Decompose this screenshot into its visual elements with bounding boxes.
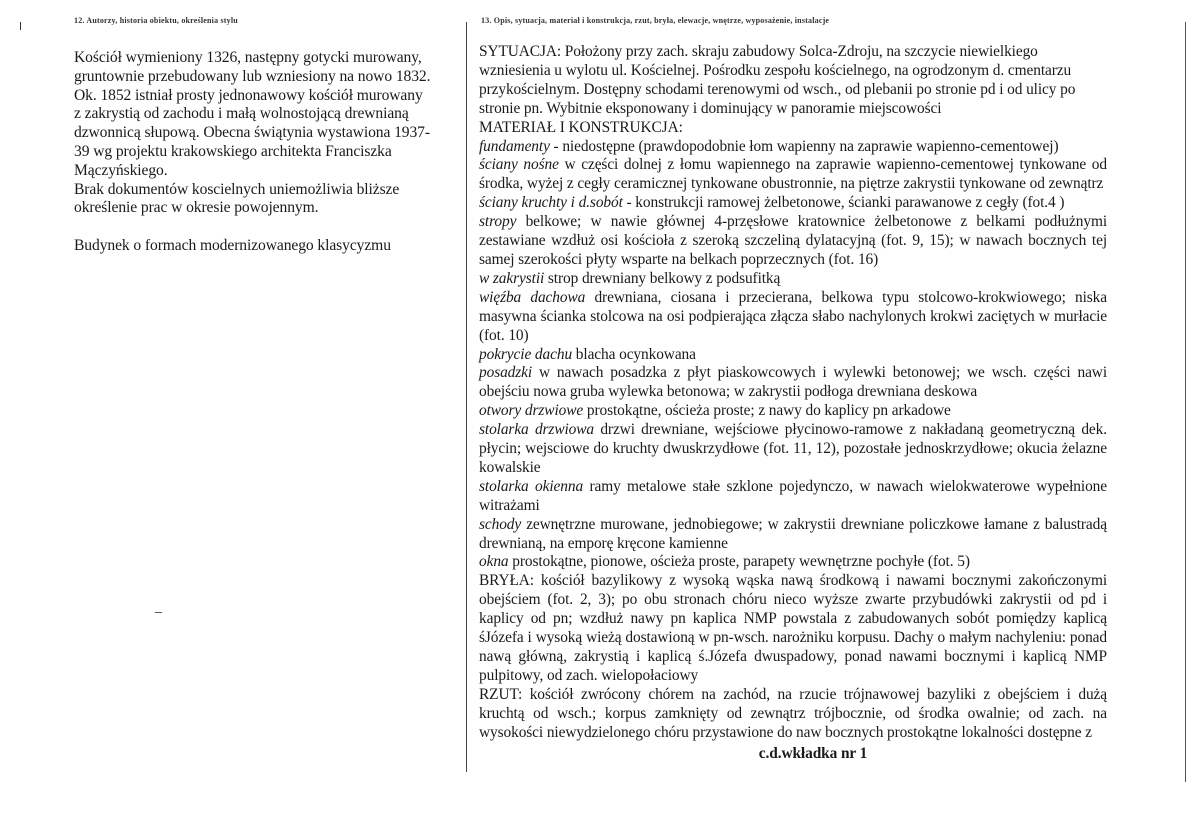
entry-text: drzwi drewniane, wejściowe płycinowo-ramowe z nakładaną geometryczną dek. płycin; wejsciowe do kruchty dwuskrzydłowe (fot. 11, 12), pozostałe jednoskrzydłowe; okucia żelazne kowalskie — [479, 421, 1108, 476]
history-line: Mączyńskiego. — [74, 161, 168, 179]
description-column — [479, 43, 1107, 763]
section-bryla: BRYŁA: kościół bazylikowy z wysoką wąska nawą środkową i nawami bocznymi zakończonymi obejściem (fot. 2, 3); po obu stronach chóru nieco wyższe zwarte przybudówki zakrystii od pd i kaplicy od pn; wzdłuż nawy pn kaplica NMP powstala z zabudowanych sobót pomiędzy kaplicą śJózefa i wysoką wieżą dostawioną w pn-wsch. narożniku korpusu. Dachy o małym nachyleniu: ponad nawą główną, zakrystią i kaplicą ś.Józefa dwuspadowy, ponad nawami bocznymi i kaplicą NMP pulpitowy, od zach. wielopołaciowy — [479, 572, 1107, 684]
entry-text: prostokątne, ościeża proste; z nawy do kaplicy pn arkadowe — [583, 402, 951, 420]
entry-schody — [479, 516, 1107, 554]
sytuacja-line: SYTUACJA: Położony przy zach. skraju zabudowy Solca-Zdroju, na szczycie niewielkiego — [479, 43, 1038, 60]
history-line: Kościół wymieniony 1326, następny gotycki murowany, — [74, 49, 422, 66]
entry-label: ściany nośne — [479, 156, 559, 174]
history-line: gruntownie przebudowany lub wzniesiony na nowo 1832. — [74, 67, 431, 85]
entry-text: - konstrukcji ramowej żelbetonowe, ścianki parawanowe z cegły (fot.4 ) — [622, 194, 1065, 212]
entry-wiezba — [479, 289, 1107, 346]
history-column — [74, 49, 457, 256]
entry-label: okna — [479, 553, 509, 571]
entry-text: prostokątne, pionowe, ościeża proste, parapety wewnętrzne pochyłe (fot. 5) — [508, 553, 970, 571]
entry-label: więźba dachowa — [479, 288, 586, 306]
history-line: Brak dokumentów koscielnych uniemożliwia bliższe — [74, 180, 400, 198]
history-line: Ok. 1852 istniał prosty jednonawowy kościół murowany — [74, 86, 423, 104]
frame-tick-left — [20, 22, 21, 30]
right-border — [1185, 22, 1186, 782]
entry-stolarka-drzwiowa — [479, 421, 1107, 478]
left-column-header: 12. Autorzy, historia obiektu, określenia stylu — [74, 16, 238, 25]
history-line: z zakrystią od zachodu i małą wolnostojącą drewnianą — [74, 105, 409, 123]
material-heading: MATERIAŁ I KONSTRUKCJA: — [479, 118, 683, 136]
history-line: 39 wg projektu krakowskiego architekta Franciszka — [74, 142, 392, 160]
entry-stolarka-okienna — [479, 478, 1107, 516]
entry-label: stolarka okienna — [479, 477, 584, 495]
entry-otwory — [479, 402, 1107, 421]
entry-pokrycie — [479, 346, 1107, 365]
entry-label: w zakrystii — [479, 269, 545, 287]
entry-label: posadzki — [479, 364, 533, 382]
entry-label: ściany kruchty i d.sobót — [479, 194, 623, 212]
entry-label: pokrycie dachu — [479, 345, 573, 363]
entry-fundamenty — [479, 138, 1107, 157]
entry-label: schody — [479, 515, 522, 533]
entry-label: otwory drzwiowe — [479, 402, 584, 420]
paragraph-gap — [74, 218, 457, 237]
sytuacja-line: przykościelnym. Dostępny schodami terenowymi od wsch., od plebanii po stronie pd i od ulicy po — [479, 80, 1076, 98]
right-column-header: 13. Opis, sytuacja, materiał i konstrukcja, rzut, bryła, elewacje, wnętrze, wyposażenie, instalacje — [481, 16, 830, 25]
margin-dash — [155, 612, 162, 613]
entry-text: belkowe; w nawie głównej 4-przęsłowe kratownice żelbetonowe z belkami podłużnymi zestawiane wzdłuż osi kościoła z szeroką szczeliną dylatacyjną (fot. 9, 15); w nawach bocznych tej samej szerokości płyty wsparte na belkach poprzecznych (fot. 16) — [479, 213, 1107, 268]
section-rzut: RZUT: kościół zwrócony chórem na zachód, na rzucie trójnawowej bazyliki z obejściem i dużą kruchtą od wsch.; korpus zamknięty od zewnątrz trójbocznie, od środka owalnie; od zach. na wysokości niewydzielonego chóru przystawione do naw bocznych prostokątne lokalności dostępne z — [479, 685, 1107, 741]
entry-text: w nawach posadzka z płyt piaskowcowych i wylewki betonowej; we wsch. części nawi obejściu nowa gruba wylewka betonowa; w zakrystii podłoga drewniana deskowa — [479, 364, 1107, 401]
style-definition: Budynek o formach modernizowanego klasycyzmu — [74, 237, 391, 255]
history-line: dzwonnicą słupową. Obecna świątynia wystawiona 1937- — [74, 124, 430, 142]
entry-posadzki — [479, 364, 1107, 402]
entry-label: fundamenty — [479, 137, 550, 155]
entry-text: w części dolnej z łomu wapiennego na zaprawie wapienno-cementowej tynkowane od środka, wyżej z cegły ceramicznej tynkowane obustronnie, na piętrze zakrystii tynkowane od zewnątrz — [479, 156, 1107, 193]
column-divider — [466, 22, 467, 772]
history-line: określenie prac w okresie powojennym. — [74, 199, 319, 217]
entry-text: strop drewniany belkowy z podsufitką — [544, 269, 781, 287]
entry-text: zewnętrzne murowane, jednobiegowe; w zakrystii drewniane policzkowe łamane z balustradą drewnianą, na emporę kręcone kamienne — [479, 515, 1107, 552]
continuation-note: c.d.wkładka nr 1 — [758, 744, 868, 762]
entry-okna — [479, 553, 1107, 572]
entry-sciany-kruchty — [479, 194, 1107, 213]
entry-sciany-nosne — [479, 156, 1107, 194]
entry-text: - niedostępne (prawdopodobnie łom wapienny na zaprawie wapienno-cementowej) — [549, 137, 1059, 155]
entry-zakrystia — [479, 270, 1107, 289]
entry-text: drewniana, ciosana i przecierana, belkowa typu stolcowo-krokwiowego; niska masywna ścianka stolcowa na osi podpierająca złącza słabo nachylonych krokwi zaciętych w murłacie (fot. 10) — [479, 288, 1107, 344]
entry-text: blacha ocynkowana — [572, 345, 696, 363]
sytuacja-line: stronie pn. Wybitnie eksponowany i dominujący w panoramie miejscowości — [479, 99, 942, 117]
entry-label: stropy — [479, 213, 517, 231]
entry-label: stolarka drzwiowa — [479, 421, 595, 439]
sytuacja-line: wzniesienia u wylotu ul. Kościelnej. Pośrodku zespołu kościelnego, na ogrodzonym d. cmentarzu — [479, 61, 1072, 79]
entry-text: ramy metalowe stałe szklone pojedynczo, w nawach wielokwaterowe wypełnione witrażami — [479, 477, 1107, 514]
entry-stropy — [479, 213, 1107, 270]
